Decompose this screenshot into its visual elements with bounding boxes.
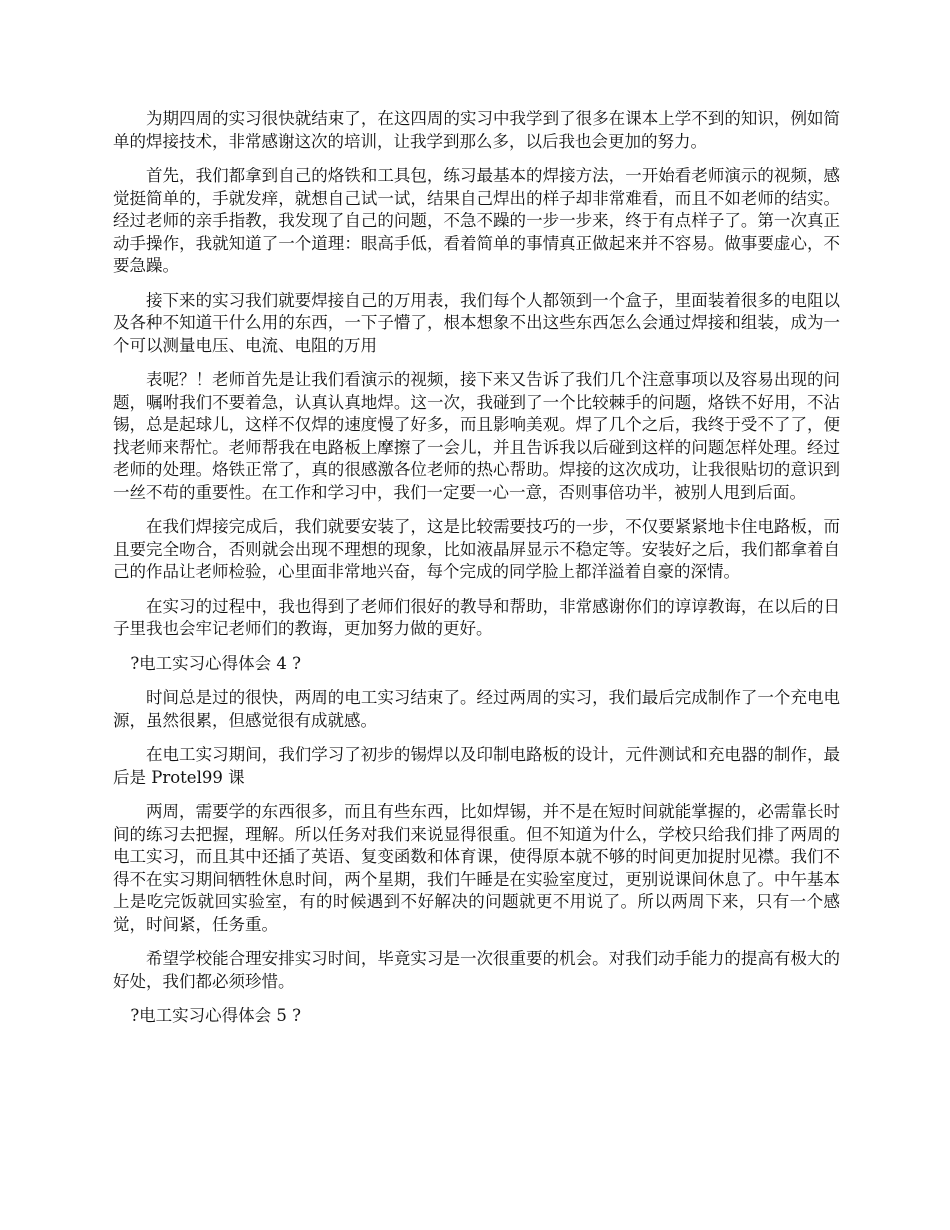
paragraph: 在实习的过程中，我也得到了老师们很好的教导和帮助，非常感谢你们的谆谆教诲，在以后的日子里我也会牢记老师们的教诲，更加努力做的更好。 — [113, 596, 840, 638]
paragraph: 首先，我们都拿到自己的烙铁和工具包，练习最基本的焊接方法，一开始看老师演示的视频，感觉挺简单的，手就发痒，就想自己试一试，结果自己焊出的样子却非常难看，而且不如老师的结实。经过老师的亲手指教，我发现了自己的问题，不急不躁的一步一步来，终于有点样子了。第一次真正动手操作，我就知道了一个道理：眼高手低，看着简单的事情真正做起来并不容易。做事要虚心，不要急躁。 — [113, 166, 840, 275]
paragraph: 两周，需要学的东西很多，而且有些东西，比如焊锡，并不是在短时间就能掌握的，必需靠长时间的练习去把握，理解。所以任务对我们来说显得很重。但不知道为什么，学校只给我们排了两周的电工实习，而且其中还插了英语、复变函数和体育课，使得原本就不够的时间更加捉肘见襟。我们不得不在实习期间牺牲休息时间，两个星期，我们午睡是在实验室度过，更别说课间休息了。中午基本上是吃完饭就回实验室，有的时候遇到不好解决的问题就更不用说了。所以两周下来，只有一个感觉，时间紧，任务重。 — [113, 802, 840, 934]
paragraph: 希望学校能合理安排实习时间，毕竟实习是一次很重要的机会。对我们动手能力的提高有极大的好处，我们都必须珍惜。 — [113, 949, 840, 991]
paragraph: 时间总是过的很快，两周的电工实习结束了。经过两周的实习，我们最后完成制作了一个充电电源，虽然很累，但感觉很有成就感。 — [113, 688, 840, 730]
paragraph: 表呢？！老师首先是让我们看演示的视频，接下来又告诉了我们几个注意事项以及容易出现的问题，嘱咐我们不要着急，认真认真地焊。这一次，我碰到了一个比较棘手的问题，烙铁不好用，不沾锡，总是起球儿，这样不仅焊的速度慢了好多，而且影响美观。焊了几个之后，我终于受不了了，便找老师来帮忙。老师帮我在电路板上摩擦了一会儿，并且告诉我以后碰到这样的问题怎样处理。经过老师的处理。烙铁正常了，真的很感激各位老师的热心帮助。焊接的这次成功，让我很贴切的意识到一丝不苟的重要性。在工作和学习中，我们一定要一心一意，否则事倍功半，被别人甩到后面。 — [113, 370, 840, 502]
document-body — [113, 108, 840, 1040]
section-heading-4: ?电工实习心得体会 4 ? — [130, 653, 301, 673]
paragraph: 在电工实习期间，我们学习了初步的锡焊以及印制电路板的设计，元件测试和充电器的制作，最后是 Protel99 课 — [113, 745, 840, 787]
section-heading-5: ?电工实习心得体会 5 ? — [130, 1006, 301, 1025]
paragraph: 在我们焊接完成后，我们就要安装了，这是比较需要技巧的一步，不仅要紧紧地卡住电路板，而且要完全吻合，否则就会出现不理想的现象，比如液晶屏显示不稳定等。安装好之后，我们都拿着自己的作品让老师检验，心里面非常地兴奋，每个完成的同学脸上都洋溢着自豪的深情。 — [113, 517, 840, 581]
paragraph: 接下来的实习我们就要焊接自己的万用表，我们每个人都领到一个盒子，里面装着很多的电阻以及各种不知道干什么用的东西，一下子懵了，根本想象不出这些东西怎么会通过焊接和组装，成为一个可以测量电压、电流、电阻的万用 — [113, 290, 840, 355]
paragraph: 为期四周的实习很快就结束了，在这四周的实习中我学到了很多在课本上学不到的知识，例如简单的焊接技术，非常感谢这次的培训，让我学到那么多，以后我也会更加的努力。 — [113, 109, 840, 151]
